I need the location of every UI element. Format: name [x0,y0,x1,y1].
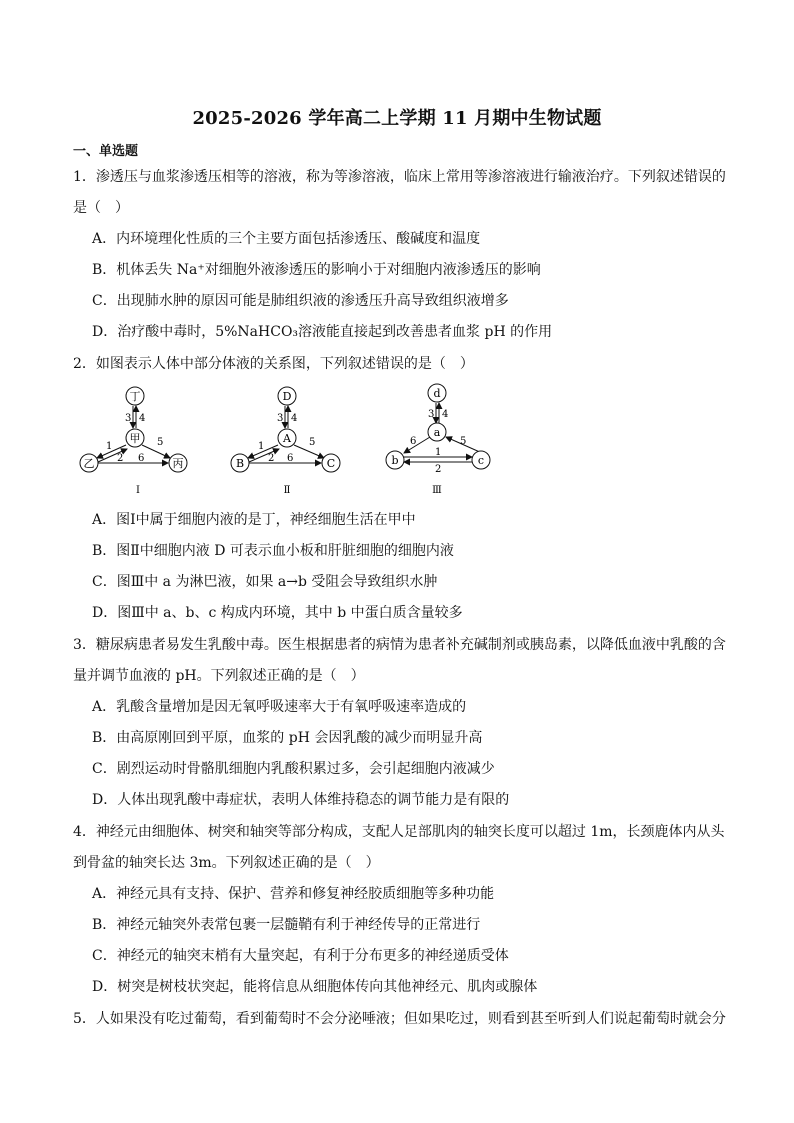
q2-stem: 2．如图表示人体中部分体液的关系图，下列叙述错误的是（ ） [73,356,474,372]
q1-stem-line1: 1．渗透压与血浆渗透压相等的溶液，称为等渗溶液，临床上常用等渗溶液进行输液治疗。下列叙述错误的 [73,169,726,185]
q4-stem-line2: 到骨盆的轴突长达 3m。下列叙述正确的是（ ） [73,855,380,871]
q4-stem-line1: 4．神经元由细胞体、树突和轴突等部分构成，支配人足部肌肉的轴突长度可以超过 1m，长颈鹿体内从头 [73,824,725,840]
label-1: 1 [258,441,265,452]
q4-option-c: C．神经元的轴突末梢有大量突起，有利于分布更多的神经递质受体 [92,948,509,964]
label-6: 6 [287,453,294,464]
node-C: C [326,457,336,470]
label-4: 4 [139,413,146,424]
label-5: 5 [157,437,164,448]
node-A: A [283,432,291,445]
label-2: 2 [435,464,442,475]
node-D: D [282,390,292,403]
q4-option-b: B．神经元轴突外表常包裹一层髓鞘有利于神经传导的正常进行 [92,917,481,933]
label-3: 3 [125,413,132,424]
caption-1: Ⅰ [136,485,140,496]
label-6: 6 [410,436,417,447]
q3-stem-line1: 3．糖尿病患者易发生乳酸中毒。医生根据患者的病情为患者补充碱制剂或胰岛素，以降低血液中乳酸的含 [73,637,726,653]
label-1: 1 [106,441,113,452]
caption-2: Ⅱ [283,485,291,496]
label-3: 3 [277,413,284,424]
node-yi: 乙 [83,457,95,470]
label-4: 4 [442,409,449,420]
q2-option-d: D．图Ⅲ中 a、b、c 构成内环境，其中 b 中蛋白质含量较多 [92,605,463,621]
q3-option-c: C．剧烈运动时骨骼肌细胞内乳酸积累过多，会引起细胞内液减少 [92,761,495,777]
q3-option-b: B．由高原刚回到平原，血浆的 pH 会因乳酸的减少而明显升高 [92,730,483,746]
q5-stem-line1: 5．人如果没有吃过葡萄，看到葡萄时不会分泌唾液；但如果吃过，则看到甚至听到人们说起葡萄时就会分 [73,1011,726,1027]
label-5: 5 [460,436,467,447]
label-1: 1 [435,447,442,458]
node-a: a [433,426,441,439]
label-5: 5 [309,437,316,448]
q1-option-b: B．机体丢失 Na⁺对细胞外液渗透压的影响小于对细胞内液渗透压的影响 [92,262,541,278]
q3-option-a: A．乳酸含量增加是因无氧呼吸速率大于有氧呼吸速率造成的 [92,699,467,715]
q2-option-c: C．图Ⅲ中 a 为淋巴液，如果 a→b 受阻会导致组织水肿 [92,574,438,590]
q1-option-a: A．内环境理化性质的三个主要方面包括渗透压、酸碱度和温度 [92,231,481,247]
body-fluid-diagrams [70,382,510,500]
caption-3: Ⅲ [432,485,442,496]
label-2: 2 [117,453,124,464]
node-B: B [235,457,245,470]
node-c: c [477,454,485,467]
q2-option-a: A．图Ⅰ中属于细胞内液的是丁，神经细胞生活在甲中 [92,512,416,528]
diagram-3 [386,384,490,496]
q4-option-d: D．树突是树枝状突起，能将信息从细胞体传向其他神经元、肌肉或腺体 [92,979,538,995]
node-b: b [391,454,399,467]
q4-option-a: A．神经元具有支持、保护、营养和修复神经胶质细胞等多种功能 [92,886,495,902]
q2-option-b: B．图Ⅱ中细胞内液 D 可表示血小板和肝脏细胞的细胞内液 [92,543,454,559]
page-title: 2025-2026 学年高二上学期 11 月期中生物试题 [192,108,602,129]
label-2: 2 [268,453,275,464]
node-jia: 甲 [129,432,141,445]
q3-stem-line2: 量并调节血液的 pH。下列叙述正确的是（ ） [73,668,365,684]
q3-option-d: D．人体出现乳酸中毒症状，表明人体维持稳态的调节能力是有限的 [92,792,510,808]
diagram-2 [231,387,340,496]
label-4: 4 [291,413,298,424]
label-6: 6 [138,453,145,464]
diagram-1 [80,387,187,496]
q1-stem-line2: 是（ ） [73,200,129,216]
q1-option-d: D．治疗酸中毒时，5%NaHCO₃溶液能直接起到改善患者血浆 pH 的作用 [92,324,553,340]
node-ding: 丁 [129,390,141,403]
node-d: d [433,387,441,400]
node-bing: 丙 [172,457,184,470]
label-3: 3 [428,409,435,420]
section-heading: 一、单选题 [73,144,139,159]
q1-option-c: C．出现肺水肿的原因可能是肺组织液的渗透压升高导致组织液增多 [92,293,509,309]
